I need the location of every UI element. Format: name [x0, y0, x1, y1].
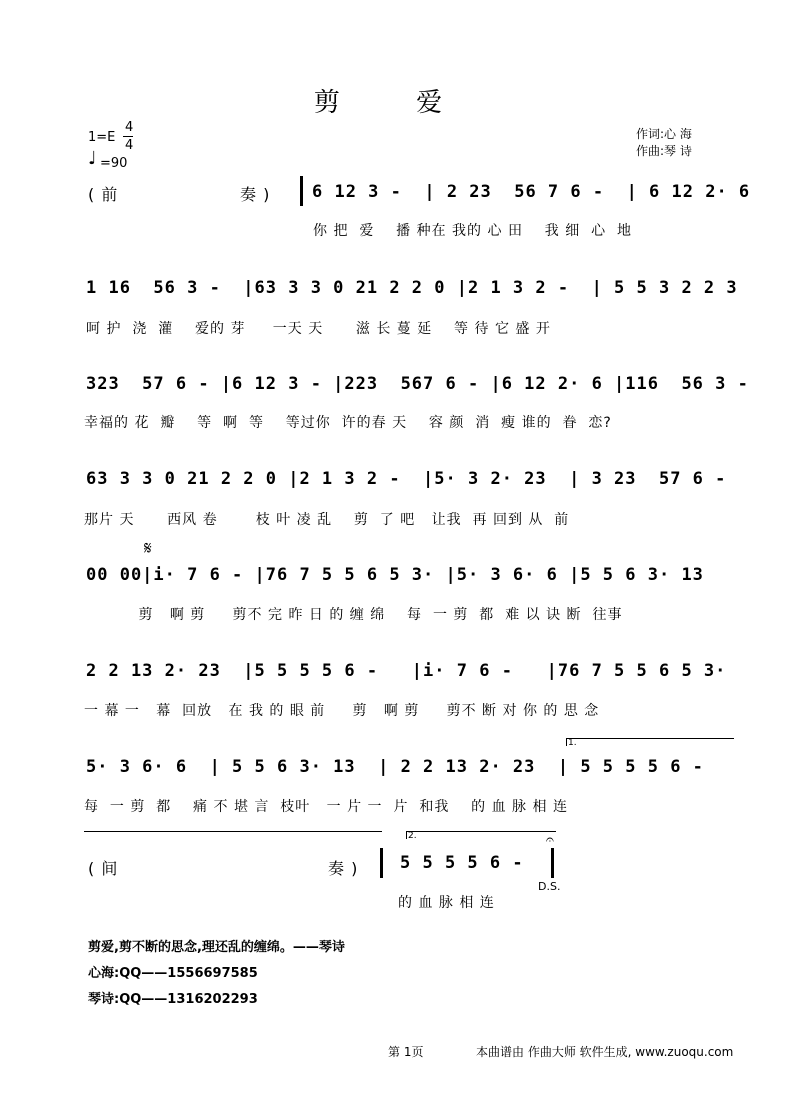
repeat-start-barline	[300, 176, 303, 206]
segno-icon: 𝄋	[144, 538, 152, 559]
lyrics-line-6: 一 幕 一 幕 回放 在 我 的 眼 前 剪 啊 剪 剪不 断 对 你 的 思 念	[84, 703, 600, 719]
footer-quote: 剪爱,剪不断的思念,理还乱的缠绵。——琴诗	[88, 940, 345, 955]
song-title: 剪 爱	[313, 88, 477, 118]
lyrics-line-1: 你 把 爱 播 种在 我的 心 田 我 细 心 地	[313, 223, 633, 239]
volta-1-bracket	[566, 738, 734, 739]
lyrics-line-4: 那片 天 西风 卷 枝 叶 凌 乱 剪 了 吧 让我 再 回到 从 前	[84, 512, 570, 528]
interlude-rule	[84, 831, 382, 832]
notes-line-7: 5· 3 6· 6 | 5 5 6 3· 13 | 2 2 13 2· 23 | 5 5 5 5 6 -	[86, 757, 704, 777]
notes-line-8: 5 5 5 5 6 -	[400, 853, 524, 873]
time-signature-top: 4	[125, 120, 134, 135]
page-number: 第 1页	[388, 1045, 424, 1059]
lyrics-line-8: 的 血 脉 相 连	[398, 895, 495, 911]
time-signature-rule	[123, 136, 133, 137]
volta-2-hook	[406, 831, 407, 839]
notes-line-4: 63 3 3 0 21 2 2 0 |2 1 3 2 - |5· 3 2· 23 | 3 23 57 6 -	[86, 469, 727, 489]
composer: 作曲:琴 诗	[636, 144, 692, 158]
notes-line-1: 6 12 3 - | 2 23 56 7 6 - | 6 12 2· 6	[312, 182, 751, 202]
footer-notes	[88, 935, 345, 1013]
credits	[636, 126, 692, 160]
lyrics-line-5: 剪 啊 剪 剪不 完 昨 日 的 缠 绵 每 一 剪 都 难 以 诀 断 往事	[84, 607, 623, 623]
tempo: =90	[100, 156, 128, 171]
time-signature-bottom: 4	[125, 138, 134, 153]
interlude-label-close: 奏 )	[328, 859, 359, 878]
notes-line-5: 00 00|i· 7 6 - |76 7 5 5 6 5 3· |5· 3 6· 6 |5 5 6 3· 13	[86, 565, 704, 585]
lyrics-line-2: 呵 护 浇 灌 爱的 芽 一天 天 滋 长 蔓 延 等 待 它 盛 开	[86, 321, 551, 337]
volta-1-label: 1.	[568, 738, 577, 748]
footer-xinhai-qq: 心海:QQ——1556697585	[88, 966, 258, 981]
dal-segno: D.S.	[538, 880, 561, 893]
final-barline	[551, 848, 554, 878]
footer-qinshi-qq: 琴诗:QQ——1316202293	[88, 992, 258, 1007]
notes-line-6: 2 2 13 2· 23 |5 5 5 5 6 - |i· 7 6 - |76 7 5 5 6 5 3·	[86, 661, 727, 681]
interlude-label-open: ( 间	[88, 859, 119, 878]
repeat-end-barline	[380, 848, 383, 878]
quarter-note-icon: ♩	[88, 148, 97, 169]
notes-line-2: 1 16 56 3 - |63 3 3 0 21 2 2 0 |2 1 3 2 - | 5 5 3 2 2 3	[86, 278, 738, 298]
key-signature: 1=E	[88, 130, 116, 145]
lyricist: 作词:心 海	[636, 127, 692, 141]
lyrics-line-7: 每 一 剪 都 痛 不 堪 言 枝叶 一 片 一 片 和我 的 血 脉 相 连	[84, 799, 568, 815]
volta-1-hook	[566, 738, 567, 746]
intro-label-close: 奏 )	[240, 185, 271, 204]
lyrics-line-3: 幸福的 花 瓣 等 啊 等 等过你 许的春 天 容 颜 消 瘦 谁的 眷 恋?	[84, 415, 612, 431]
notes-line-3: 323 57 6 - |6 12 3 - |223 567 6 - |6 12 2· 6 |116 56 3 -	[86, 374, 749, 394]
intro-label-open: ( 前	[88, 185, 119, 204]
generator-credit: 本曲谱由 作曲大师 软件生成, www.zuoqu.com	[476, 1045, 734, 1059]
volta-2-label: 2.	[408, 831, 417, 841]
fermata-icon: 𝄐	[546, 832, 554, 848]
volta-2-bracket	[406, 831, 556, 832]
